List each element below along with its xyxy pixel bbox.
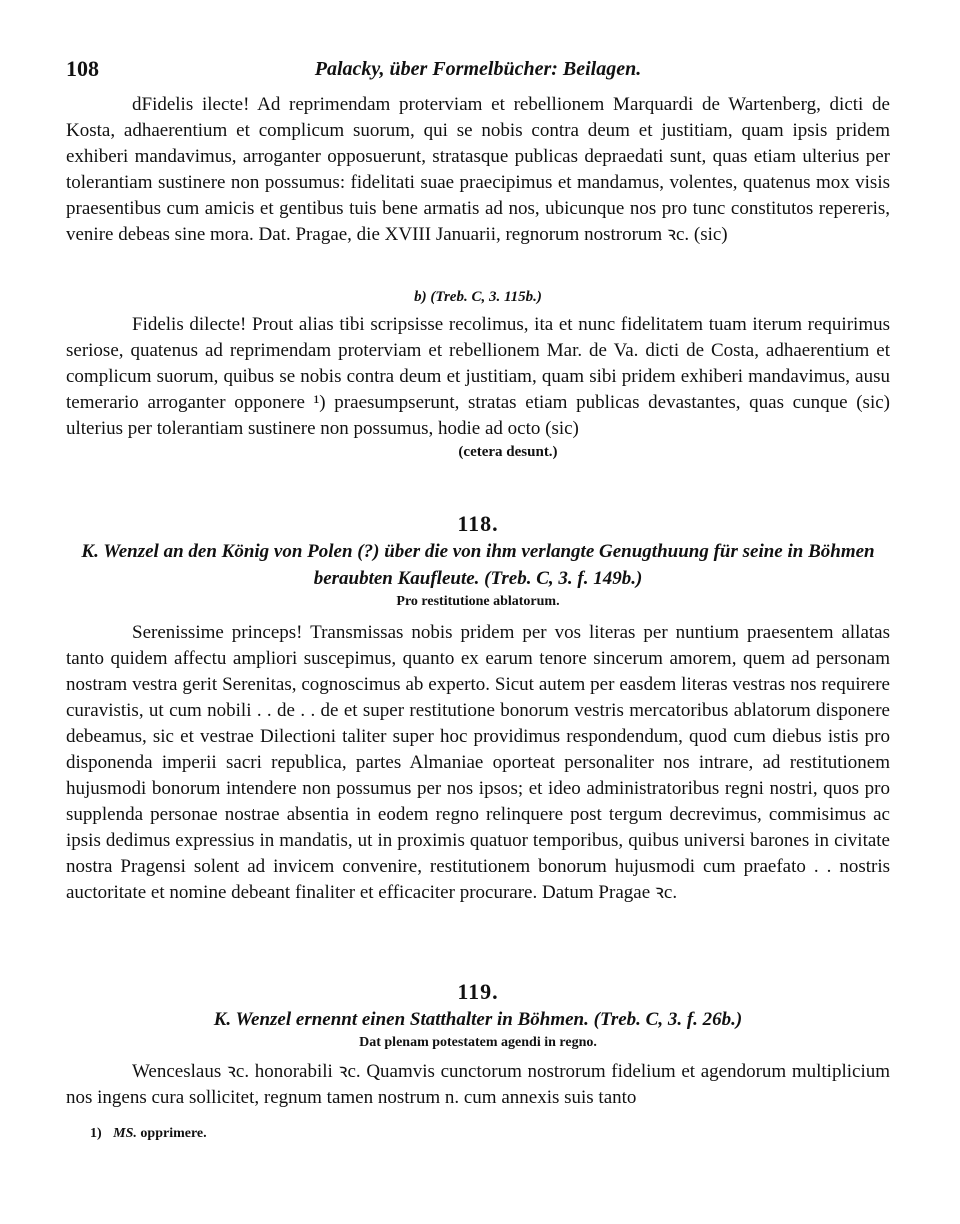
document-118 [66, 510, 890, 906]
document-119-text: Wenceslaus ꝛc. honorabili ꝛc. Quamvis cunctorum nostrorum fidelium et agendorum multiplicium nos ingens cura sollicitet, regnum tamen nostrum n. cum annexis suis tanto [66, 1061, 890, 1108]
document-118-text: Serenissime princeps! Transmissas nobis pridem per vos literas per nuntium praesentem allatas tanto quidem affectu ampliori suscepimus, quanto ex earum tenore sincerum amorem, quem ad personam nostram vestra gerit Serenitas, cognoscimus ab experto. Sicut autem per easdem literas vestras nos requirere curavistis, ut cum nobili . . de . . de et super restitutione bonorum vestris mercatoribus ablatorum disponere debeamus, sic et vestrae Dilectioni taliter super hoc providimus respondendum, quod cum diebus istis pro disponenda imperii sacri republica, partes Almaniae oporteat personaliter nos intrare, ad restitutionem hujusmodi bonorum intendere non possumus per nos ipsos; et ideo administratoribus regni nostri, quos pro supplenda personae nostrae absentia in eodem regno relinquere post tergum decrevimus, commisimus ac ipsis dedimus expressius in mandatis, ut in proximis quatuor temporibus, quibus universi barones in civitate nostra Pragensi solent ad invicem convenire, restitutionem bonorum hujusmodi cum praefato . . nostris auctoritate et nomine debeant finaliter et efficaciter procurare. Datum Pragae ꝛc. [66, 622, 890, 903]
document-118-title: K. Wenzel an den König von Polen (?) über die von ihm verlangte Genugthuung für seine in Böhmen beraubten Kaufleute. (Treb. C, 3. f. 149b.) [81, 541, 875, 589]
footnote-text: opprimere. [140, 1126, 207, 1141]
letter-b-source: b) (Treb. C, 3. 115b.) [414, 289, 542, 305]
letter-a-text: dFidelis ilecte! Ad reprimendam proterviam et rebellionem Marquardi de Wartenberg, dicti de Kosta, adhaerentium et complicum suorum, qui se nobis contra deum et justitiam, quam ipsis pridem exhiberi mandavimus, arroganter opposuerunt, stratasque publicas depraedati sunt, quas etiam ulterius per tolerantiam sustinere non possumus: fidelitati suae praecipimus et mandamus, volentes, quatenus mox visis praesentibus cum amicis et gentibus tuis bene armatis ad nos, ubicunque nos pro tunc constitutos repereris, venire debeas sine mora. Dat. Pragae, die XVIII Januarii, regnorum nostrorum ꝛc. (sic) [66, 94, 890, 245]
document-119 [66, 978, 890, 1111]
document-119-number: 119. [457, 979, 499, 1004]
document-118-subtitle: Pro restitutione ablatorum. [396, 594, 560, 609]
page-header [66, 56, 890, 86]
document-119-title: K. Wenzel ernennt einen Statthalter in Böhmen. (Treb. C, 3. f. 26b.) [213, 1009, 743, 1030]
letter-b-text: Fidelis dilecte! Prout alias tibi scripsisse recolimus, ita et nunc fidelitatem tuam iterum requirimus seriose, quatenus ad reprimendam proterviam et rebellionem Mar. de Va. dicti de Costa, adhaerentium et complicum suorum, quibus se nobis contra deum et justitiam, quam sibi pridem exhiberi mandavimus, ausu temerario arroganter opponere ¹) praesumpserunt, stratas etiam publicas devastantes, quas cunque (sic) ulterius per tolerantiam sustinere non possumus, hodie ad octo (sic) [66, 314, 890, 439]
running-head: Palacky, über Formelbücher: Beilagen. [314, 58, 642, 80]
page-number: 108 [66, 56, 99, 81]
document-119-subtitle: Dat plenam potestatem agendi in regno. [359, 1035, 597, 1050]
letter-b-missing-note: (cetera desunt.) [458, 444, 558, 460]
letter-b [66, 286, 890, 462]
footnote-marker: 1) [90, 1126, 102, 1141]
footnote [90, 1126, 207, 1142]
letter-a [66, 92, 890, 248]
footnote-source: MS. [113, 1126, 137, 1141]
document-118-number: 118. [457, 511, 499, 536]
